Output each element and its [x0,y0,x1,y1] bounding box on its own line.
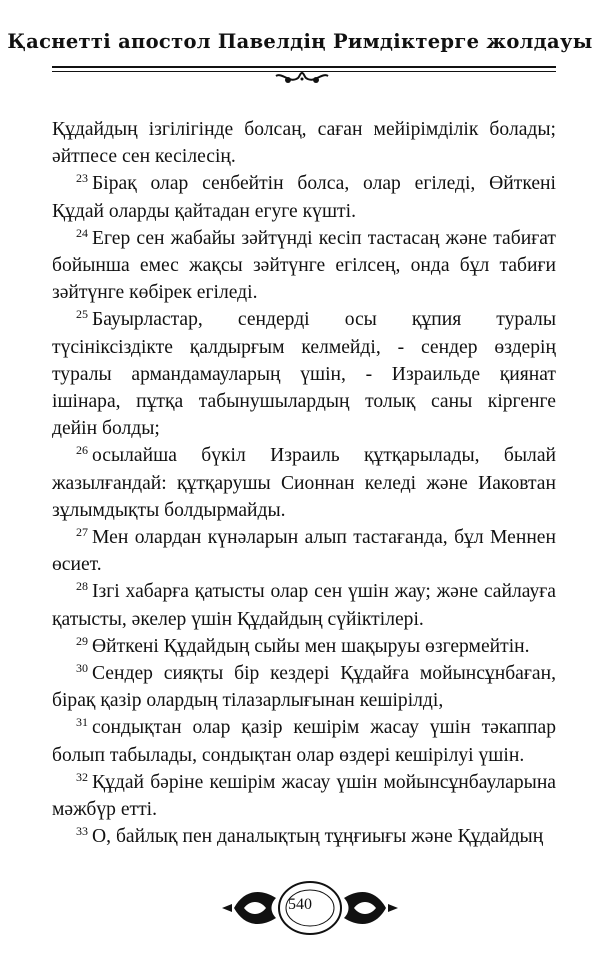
text-line [52,198,556,225]
verse-number: 31 [76,715,88,730]
line-text: Бірақ олар сенбейтін болса, олар егіледі, Өйткені [92,173,556,195]
line-text: бірақ қазір олардың тілазарлығынан кешірілді, [52,690,444,712]
text-line [52,306,556,333]
verse-number: 25 [76,307,88,322]
verse-number: 32 [76,769,88,784]
line-text: бойынша емес жақсы зәйтүнге егілсең, онда бұл табиғи [52,255,556,277]
line-text: Өйткені Құдайдың сыйы мен шақыруы өзгермейтін. [92,635,530,657]
text-line [52,361,556,388]
running-header-title: Қаснетті апостол Павелдің Римдіктерге жолдауы [7,30,593,53]
header-ornament-icon [272,70,332,88]
line-text: сондықтан олар қазір кешірім жасау үшін тәкаппар [92,717,556,739]
text-line [52,252,556,279]
line-text: өсиет. [52,554,102,576]
line-text: мәжбүр етті. [52,799,158,821]
text-line [52,769,556,796]
text-line [52,170,556,197]
line-text: түсініксіздікте қалдырғым келмейді, - сендер өздерің [52,336,556,358]
line-text: Құдай бәріне кешірім жасау үшін мойынсұнбауларына [92,771,556,793]
text-line [52,578,556,605]
text-line [52,551,556,578]
verse-number: 27 [76,525,88,540]
text-line [52,442,556,469]
verse-number: 26 [76,443,88,458]
text-line [52,388,556,415]
verse-number: 30 [76,661,88,676]
line-text: дейін болды; [52,418,160,440]
text-line [52,143,556,170]
text-line [52,415,556,442]
line-text: туралы армандамауларың үшін, - Израильде қиянат [52,363,556,385]
text-line [52,225,556,252]
line-text: қатысты, әкелер үшін Құдайдың сүйіктілері. [52,608,424,630]
text-line [52,796,556,823]
scripture-text [52,116,556,850]
text-line [52,633,556,660]
line-text: Сендер сияқты бір кездері Құдайға мойынсұнбаған, [92,663,556,685]
verse-number: 23 [76,171,88,186]
header-rule [52,66,556,68]
line-text: зұлымдықты болдырмайды. [52,499,286,521]
line-text: әйтпесе сен кесілесің. [52,146,236,168]
page-number: 540 [288,896,312,913]
line-text: Мен олардан күнәларын алып тастағанда, бұл Меннен [92,527,556,549]
text-line [52,606,556,633]
text-line [52,823,556,850]
verse-number: 24 [76,225,88,240]
text-line [52,714,556,741]
text-line [52,687,556,714]
line-text: жазылғандай: құтқарушы Сионнан келеді және Иаковтан [52,472,556,494]
line-text: О, байлық пен даналықтың тұңғиығы және Құдайдың [92,826,544,848]
verse-number: 29 [76,633,88,648]
verse-number: 28 [76,579,88,594]
line-text: Құдайдың ізгілігінде болсаң, саған мейірімділік болады; [52,119,556,140]
text-line [52,742,556,769]
text-line [52,497,556,524]
line-text: зәйтүнге көбірек егіледі. [52,282,258,304]
text-line [52,334,556,361]
line-text: Егер сен жабайы зәйтүнді кесіп тастасаң және табиғат [92,227,556,249]
line-text: Құдай оларды қайтадан егуге күшті. [52,200,356,222]
line-text: Ізгі хабарға қатысты олар сен үшін жау; және сайлауға [92,581,556,603]
text-line [52,279,556,306]
text-line [52,116,556,143]
line-text: осылайша бүкіл Израиль құтқарылады, былай [92,445,556,467]
line-text: болып табылады, сондықтан олар өздері кешірілуі үшін. [52,744,525,766]
text-line [52,660,556,687]
line-text: Бауырластар, сендерді осы құпия туралы [92,309,556,331]
verse-number: 33 [76,824,88,839]
line-text: ішінара, пұтқа табынушылардың толық саны кіргенге [52,391,556,413]
text-line [52,524,556,551]
text-line [52,470,556,497]
